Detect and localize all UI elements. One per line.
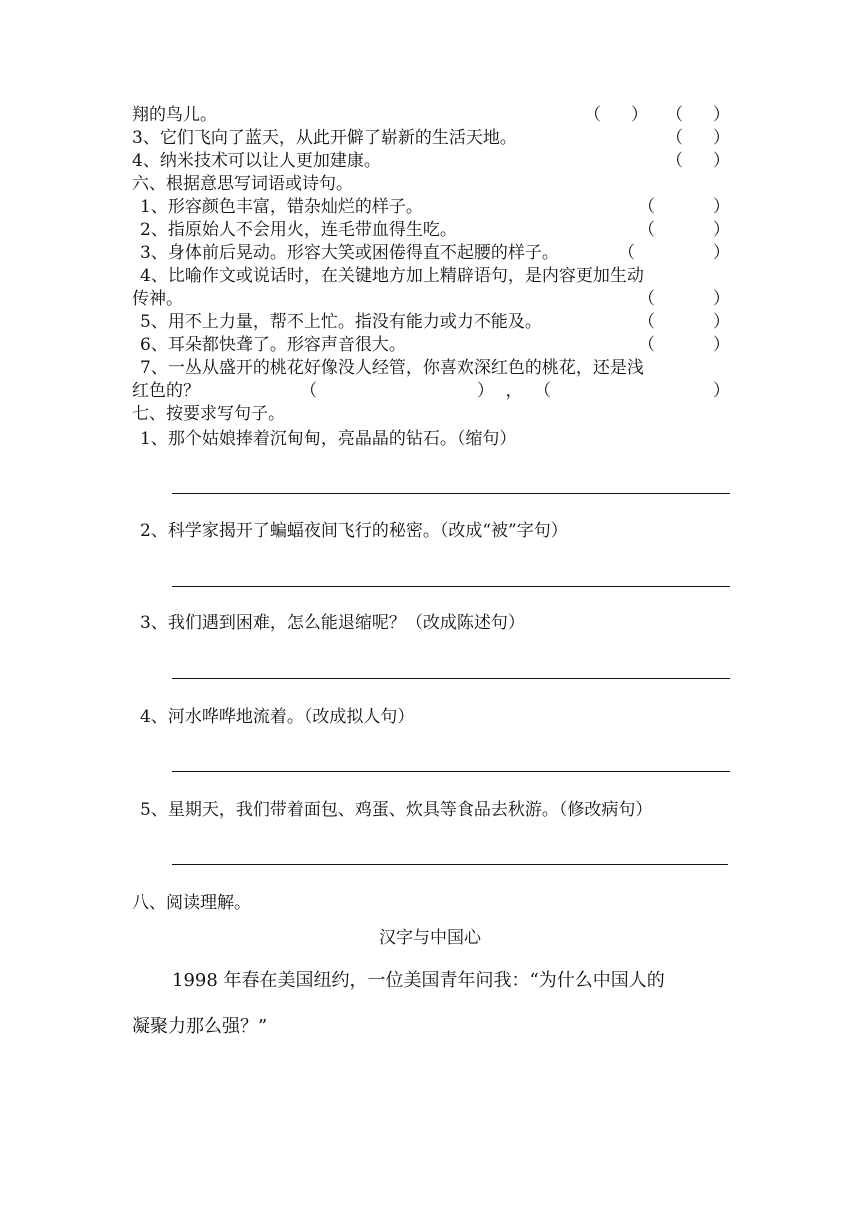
s5-item4-text: 4、纳米技术可以让人更加建康。	[132, 151, 381, 171]
s6-item7b: 红色的？ （ ） ， （ ）	[132, 381, 730, 401]
s5-line1-text: 翔的鸟儿。	[132, 105, 217, 125]
s6-item2: 2、指原始人不会用火，连毛带血得生吃。 （ ）	[140, 220, 730, 240]
answer-paren[interactable]: （ ）	[534, 381, 730, 401]
answer-line[interactable]	[172, 771, 730, 772]
answer-paren[interactable]: （ ）	[666, 128, 730, 148]
answer-paren[interactable]: （ ）	[618, 243, 730, 263]
passage-line-1: 1998 年春在美国纽约，一位美国青年问我：“为什么中国人的	[172, 970, 665, 991]
s7-item4: 4、河水哗哗地流着。（改成拟人句）	[140, 707, 415, 727]
passage-title: 汉字与中国心	[379, 928, 481, 948]
s8-heading: 八、阅读理解。	[132, 893, 251, 913]
s7-item2: 2、科学家揭开了蝙蝠夜间飞行的秘密。（改成“被”字句）	[140, 521, 568, 541]
s6-item3: 3、身体前后晃动。形容大笑或困倦得直不起腰的样子。 （ ）	[140, 243, 730, 263]
s7-item1: 1、那个姑娘捧着沉甸甸，亮晶晶的钻石。（缩句）	[140, 429, 517, 449]
answer-line[interactable]	[172, 493, 730, 494]
answer-paren[interactable]: （ ）	[638, 197, 730, 217]
s7-item5: 5、星期天，我们带着面包、鸡蛋、炊具等食品去秋游。（修改病句）	[140, 800, 653, 820]
answer-paren[interactable]: （ ）	[300, 381, 494, 401]
answer-line[interactable]	[172, 586, 730, 587]
s6-item4b: 传神。 （ ）	[132, 289, 730, 309]
answer-paren[interactable]: （ ）	[584, 105, 648, 125]
s6-item6: 6、耳朵都快聋了。形容声音很大。 （ ）	[140, 335, 730, 355]
s6-heading: 六、根据意思写词语或诗句。	[132, 174, 353, 194]
s5-item3-text: 3、它们飞向了蓝天，从此开僻了崭新的生活天地。	[132, 128, 517, 148]
answer-paren[interactable]: （ ）	[638, 289, 730, 309]
s6-item5: 5、用不上力量，帮不上忙。指没有能力或力不能及。 （ ）	[140, 312, 730, 332]
passage-line-2: 凝聚力那么强？”	[132, 1016, 268, 1037]
answer-line[interactable]	[172, 864, 728, 865]
s6-item1: 1、形容颜色丰富，错杂灿烂的样子。 （ ）	[140, 197, 730, 217]
s6-item4a: 4、比喻作文或说话时，在关键地方加上精辟语句，是内容更加生动	[140, 266, 644, 286]
answer-paren[interactable]: （ ）	[638, 312, 730, 332]
s5-line1	[132, 104, 730, 127]
s5-item3	[132, 127, 730, 150]
answer-paren[interactable]: （ ）	[666, 151, 730, 171]
s7-item3: 3、我们遇到困难，怎么能退缩呢？（改成陈述句）	[140, 613, 525, 633]
s7-heading: 七、按要求写句子。	[132, 404, 285, 424]
s6-item7a: 7、一丛从盛开的桃花好像没人经管，你喜欢深红色的桃花，还是浅	[140, 358, 644, 378]
s5-item4	[132, 150, 730, 173]
answer-paren[interactable]: （ ）	[666, 105, 730, 125]
answer-paren[interactable]: （ ）	[638, 335, 730, 355]
answer-line[interactable]	[172, 678, 730, 679]
answer-paren[interactable]: （ ）	[638, 220, 730, 240]
